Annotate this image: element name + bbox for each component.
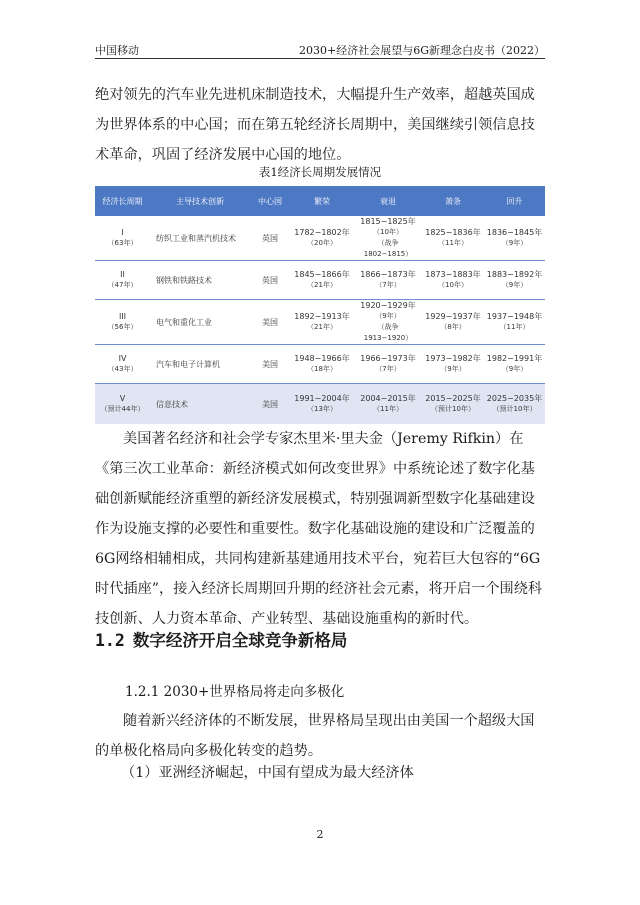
cycle-length: （43年） bbox=[107, 365, 138, 373]
cell-cycle bbox=[95, 384, 150, 425]
page-header bbox=[95, 40, 545, 59]
cell-recession bbox=[354, 261, 422, 300]
cell-depression bbox=[422, 300, 484, 345]
table-row bbox=[95, 384, 545, 425]
cell-cycle bbox=[95, 300, 150, 345]
cell-tech: 汽车和电子计算机 bbox=[150, 345, 250, 384]
boom-years: 1892−1913年 bbox=[294, 312, 350, 321]
cell-depression bbox=[422, 345, 484, 384]
paragraph: 绝对领先的汽车业先进机床制造技术，大幅提升生产效率，超越英国成为世界体系的中心国；而在第五轮经济长周期中，美国继续引领信息技术革命，巩固了经济发展中心国的地位。 bbox=[95, 87, 535, 163]
depression-years: 1929−1937年 bbox=[425, 312, 481, 321]
economic-cycle-table bbox=[95, 186, 545, 424]
cycle-numeral: IV bbox=[118, 354, 127, 363]
page-number: 2 bbox=[316, 828, 324, 841]
recession-duration: （11年） bbox=[373, 405, 403, 413]
cell-center: 美国 bbox=[250, 384, 290, 425]
paragraph: 美国著名经济和社会学专家杰里米·里夫金（Jeremy Rifkin）在《第三次工业革命：新经济模式如何改变世界》中系统论述了数字化基础创新赋能经济重塑的新经济发展模式，特别强调新型数字化基础建设作为设施支撑的必要性和重要性。数字化基础设施的建设和广泛覆盖的6G网络相辅相成，共同构建新基建通用技术平台，宛若巨大包容的“6G时代插座”，接入经济长周期回升期的经济社会元素，将开启一个围绕科技创新、人力资本革命、产业转型、基础设施重构的新时代。 bbox=[95, 431, 543, 627]
cycle-numeral: II bbox=[120, 270, 125, 279]
col-header-tech: 主导技术创新 bbox=[150, 186, 250, 216]
paragraph: 随着新兴经济体的不断发展，世界格局呈现出由美国一个超级大国的单极化格局向多极化转变的趋势。 bbox=[95, 713, 535, 759]
cell-boom bbox=[290, 384, 354, 425]
cell-recovery bbox=[484, 384, 545, 425]
cell-boom bbox=[290, 216, 354, 261]
boom-years: 1991−2004年 bbox=[294, 394, 350, 403]
section-number: 1.2 bbox=[95, 631, 125, 650]
depression-duration: （10年） bbox=[438, 281, 468, 289]
cell-recession bbox=[354, 216, 422, 261]
recovery-years: 1836−1845年 bbox=[486, 228, 543, 237]
boom-duration: （20年） bbox=[307, 239, 337, 247]
header-doc-title: 2030+经济社会展望与6G新理念白皮书（2022） bbox=[299, 44, 545, 57]
depression-years: 1973−1982年 bbox=[425, 354, 481, 363]
cell-recovery bbox=[484, 345, 545, 384]
list-item-heading: （1）亚洲经济崛起，中国有望成为最大经济体 bbox=[121, 765, 414, 781]
cell-cycle bbox=[95, 345, 150, 384]
cell-center: 英国 bbox=[250, 216, 290, 261]
col-header-recovery: 回升 bbox=[484, 186, 545, 216]
boom-years: 1948−1966年 bbox=[294, 354, 350, 363]
cycle-length: （56年） bbox=[107, 323, 138, 331]
cycle-numeral: V bbox=[119, 394, 126, 403]
recovery-years: 2025−2035年 bbox=[486, 394, 543, 403]
boom-years: 1782−1802年 bbox=[294, 228, 350, 237]
cycle-length: （63年） bbox=[107, 239, 138, 247]
recession-years: 1866−1873年 bbox=[360, 270, 416, 279]
cell-boom bbox=[290, 300, 354, 345]
table-header-row bbox=[95, 186, 545, 216]
cell-recession bbox=[354, 345, 422, 384]
cell-center: 英国 bbox=[250, 261, 290, 300]
cell-tech: 信息技术 bbox=[150, 384, 250, 425]
depression-duration: （预计10年） bbox=[431, 405, 475, 413]
cell-tech: 纺织工业和蒸汽机技术 bbox=[150, 216, 250, 261]
cycle-numeral: III bbox=[118, 312, 127, 321]
recession-years: 1966−1973年 bbox=[360, 354, 416, 363]
depression-duration: （8年） bbox=[440, 323, 466, 331]
col-header-center: 中心国 bbox=[250, 186, 290, 216]
recovery-duration: （11年） bbox=[499, 323, 530, 331]
recession-duration: （7年） bbox=[375, 281, 401, 289]
cycle-length: （预计44年） bbox=[100, 405, 145, 413]
recovery-duration: （9年） bbox=[501, 239, 528, 247]
boom-years: 1845−1866年 bbox=[294, 270, 350, 279]
boom-duration: （21年） bbox=[307, 281, 337, 289]
recession-duration: （7年） bbox=[375, 365, 401, 373]
depression-duration: （9年） bbox=[440, 365, 466, 373]
col-header-recession: 衰退 bbox=[354, 186, 422, 216]
col-header-depression: 萧条 bbox=[422, 186, 484, 216]
header-org: 中国移动 bbox=[95, 44, 139, 57]
cell-cycle bbox=[95, 261, 150, 300]
recovery-duration: （预计10年） bbox=[492, 405, 537, 413]
cell-recovery bbox=[484, 261, 545, 300]
cell-boom bbox=[290, 261, 354, 300]
cell-depression bbox=[422, 216, 484, 261]
recession-note: （战争1913−1920） bbox=[363, 323, 413, 342]
cell-recovery bbox=[484, 216, 545, 261]
cell-recession bbox=[354, 300, 422, 345]
recession-duration: （9年） bbox=[375, 312, 401, 320]
section-title: 数字经济开启全球竞争新格局 bbox=[132, 631, 348, 650]
cell-boom bbox=[290, 345, 354, 384]
boom-duration: （21年） bbox=[307, 323, 337, 331]
cell-depression bbox=[422, 384, 484, 425]
recession-years: 1815−1825年 bbox=[360, 217, 416, 226]
col-header-boom: 繁荣 bbox=[290, 186, 354, 216]
recovery-duration: （9年） bbox=[501, 281, 528, 289]
boom-duration: （13年） bbox=[307, 405, 337, 413]
recession-note: （战争1802−1815） bbox=[363, 239, 413, 258]
cell-tech: 钢铁和铁路技术 bbox=[150, 261, 250, 300]
cell-recession bbox=[354, 384, 422, 425]
cell-depression bbox=[422, 261, 484, 300]
cell-cycle bbox=[95, 216, 150, 261]
subsection-heading: 1.2.1 2030+世界格局将走向多极化 bbox=[125, 684, 345, 700]
recession-years: 1920−1929年 bbox=[360, 301, 416, 310]
recovery-years: 1937−1948年 bbox=[486, 312, 543, 321]
cell-center: 美国 bbox=[250, 300, 290, 345]
table-row bbox=[95, 300, 545, 345]
depression-years: 1873−1883年 bbox=[425, 270, 481, 279]
recovery-duration: （9年） bbox=[501, 365, 528, 373]
depression-years: 1825−1836年 bbox=[425, 228, 481, 237]
cell-center: 美国 bbox=[250, 345, 290, 384]
table-row bbox=[95, 261, 545, 300]
recession-years: 2004−2015年 bbox=[360, 394, 416, 403]
depression-duration: （11年） bbox=[438, 239, 468, 247]
boom-duration: （18年） bbox=[307, 365, 337, 373]
depression-years: 2015−2025年 bbox=[425, 394, 481, 403]
cell-recovery bbox=[484, 300, 545, 345]
recovery-years: 1883−1892年 bbox=[486, 270, 543, 279]
section-heading bbox=[95, 627, 347, 651]
col-header-cycle: 经济长周期 bbox=[95, 186, 150, 216]
cycle-numeral: I bbox=[121, 228, 124, 237]
table-row bbox=[95, 345, 545, 384]
recovery-years: 1982−1991年 bbox=[486, 354, 543, 363]
cycle-length: （47年） bbox=[107, 281, 138, 289]
recession-duration: （10年） bbox=[373, 228, 403, 236]
table-row bbox=[95, 216, 545, 261]
cell-tech: 电气和重化工业 bbox=[150, 300, 250, 345]
table-caption: 表1经济长周期发展情况 bbox=[258, 165, 382, 179]
